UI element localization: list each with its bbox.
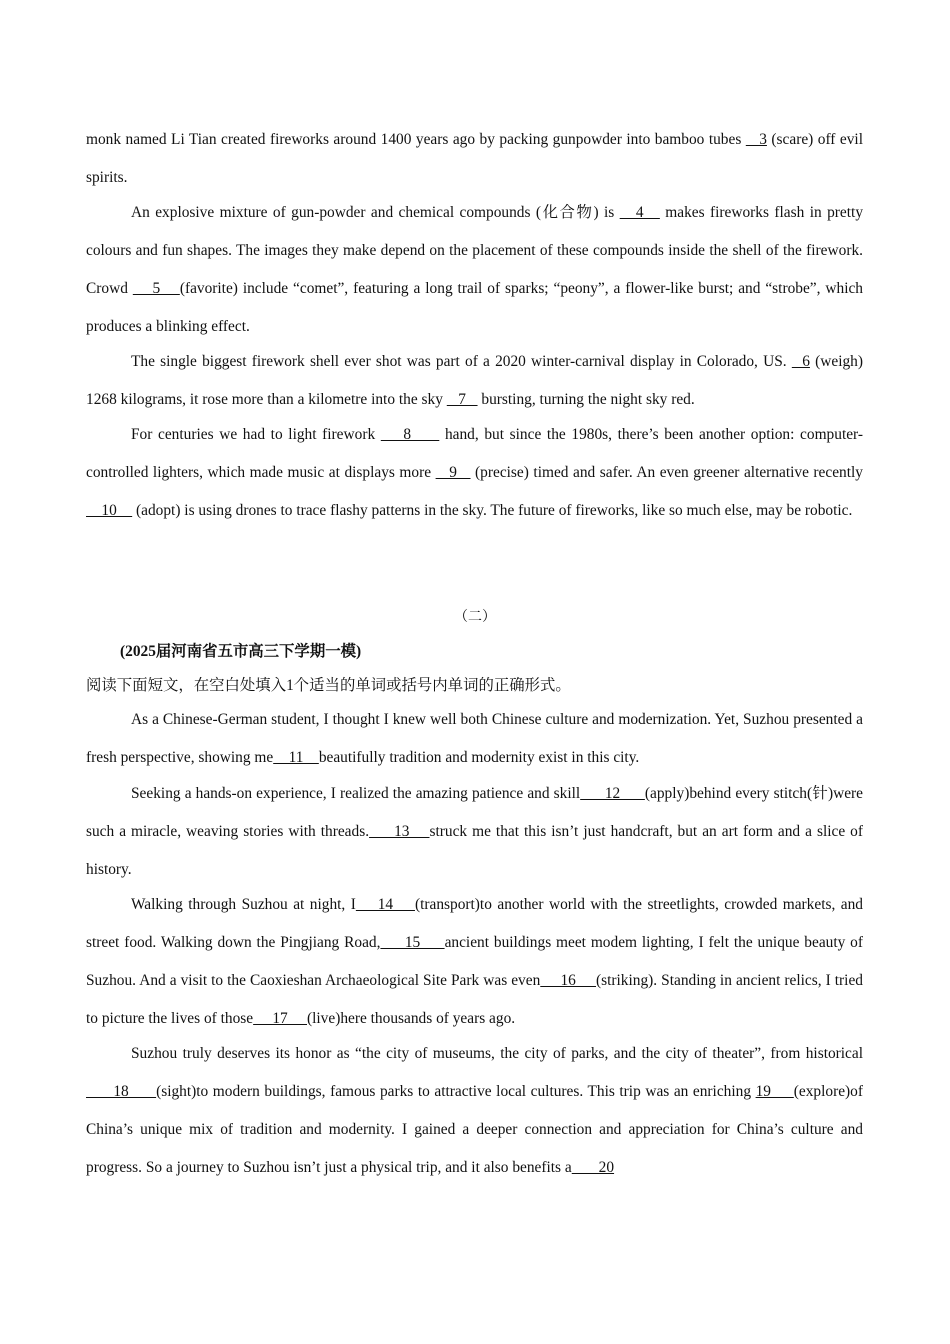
blank-8: 8 <box>380 426 440 443</box>
text: bursting, turning the night sky red. <box>477 391 695 408</box>
text: ancient buildings meet modem lighting, I felt the unique beauty of Suzhou. And a visit to the Caoxieshan Archaeological Site Park was even <box>86 934 864 989</box>
blank-14: 14 <box>355 896 415 913</box>
text: Walking through Suzhou at night, I <box>131 896 356 913</box>
text: (weigh) 1268 kilograms, it rose more than a kilometre into the sky <box>86 353 864 408</box>
source-label: (2025届河南省五市高三下学期一模) <box>120 643 362 660</box>
blank-3: 3 <box>745 131 767 148</box>
passage1-paragraph-3 <box>86 343 863 419</box>
blank-5: 5 <box>132 280 180 297</box>
blank-6: 6 <box>791 353 810 370</box>
blank-16: 16 <box>540 972 597 989</box>
text: (striking). Standing in ancient relics, I tried to picture the lives of those <box>86 972 863 1027</box>
text: beautifully tradition and modernity exist in this city. <box>318 749 640 766</box>
blank-18: 18 <box>86 1083 157 1100</box>
text: (favorite) include “comet”, featuring a long trail of sparks; “peony”, a flower-like burst; and “strobe”, which produces a blinking effect. <box>86 280 863 335</box>
text: makes fireworks flash in pretty colours and fun shapes. The images they make depend on the placement of these compounds inside the shell of the firework. Crowd <box>86 204 864 297</box>
section-mark: （二） <box>454 610 496 625</box>
text: (precise) timed and safer. An even greener alternative recently <box>470 464 863 481</box>
blank-15: 15 <box>380 934 445 951</box>
text: (sight)to modern buildings, famous parks to attractive local cultures. This trip was an enriching <box>156 1083 756 1100</box>
blank-13: 13 <box>369 823 430 840</box>
blank-19: 19 <box>755 1083 794 1100</box>
text: Seeking a hands-on experience, I realized the amazing patience and skill <box>131 785 581 802</box>
text: hand, but since the 1980s, there’s been another option: computer-controlled lighters, which made music at displays more <box>86 426 863 481</box>
blank-9: 9 <box>435 464 471 481</box>
text: An explosive mixture of gun-powder and chemical compounds (化合物) is <box>131 204 620 221</box>
blank-11: 11 <box>273 749 319 766</box>
passage1-paragraph-2 <box>86 194 863 346</box>
text: The single biggest firework shell ever shot was part of a 2020 winter-carnival display in Colorado, US. <box>131 353 792 370</box>
passage1-paragraph-1 <box>86 121 863 197</box>
passage2-paragraph-4 <box>86 1035 863 1187</box>
passage2-paragraph-1 <box>86 701 863 777</box>
text: (transport)to another world with the streetlights, crowded markets, and street food. Walking down the Pingjiang Road, <box>86 896 863 951</box>
text: Suzhou truly deserves its honor as “the city of museums, the city of parks, and the city of theater”, from historical <box>131 1045 863 1062</box>
text: monk named Li Tian created fireworks around 1400 years ago by packing gunpowder into bamboo tubes <box>86 131 746 148</box>
text: As a Chinese-German student, I thought I knew well both Chinese culture and modernization. Yet, Suzhou presented a fresh perspective, showing me <box>86 711 863 766</box>
passage2-paragraph-3 <box>86 886 863 1038</box>
text: For centuries we had to light firework <box>131 426 381 443</box>
blank-17: 17 <box>253 1010 307 1027</box>
blank-4: 4 <box>619 204 660 221</box>
blank-12: 12 <box>580 785 645 802</box>
text: (live)here thousands of years ago. <box>307 1010 516 1027</box>
blank-7: 7 <box>446 391 478 408</box>
text: (explore)of China’s unique mix of tradition and modernity. I gained a deeper connection and appreciation for China’s culture and progress. So a journey to Suzhou isn’t just a physical trip, and it also benefits a <box>86 1083 864 1176</box>
blank-20: 20 <box>571 1159 615 1176</box>
text: (apply)behind every stitch(针)were such a miracle, weaving stories with threads. <box>86 785 864 840</box>
passage2-paragraph-2 <box>86 775 863 889</box>
instruction-text: 阅读下面短文，在空白处填入1个适当的单词或括号内单词的正确形式。 <box>86 677 571 694</box>
blank-10: 10 <box>86 502 133 519</box>
text: (scare) off evil spirits. <box>86 131 863 186</box>
text: (adopt) is using drones to trace flashy patterns in the sky. The future of fireworks, like so much else, may be robotic. <box>132 502 853 519</box>
text: struck me that this isn’t just handcraft, but an art form and a slice of history. <box>86 823 864 878</box>
passage1-paragraph-4 <box>86 416 863 530</box>
